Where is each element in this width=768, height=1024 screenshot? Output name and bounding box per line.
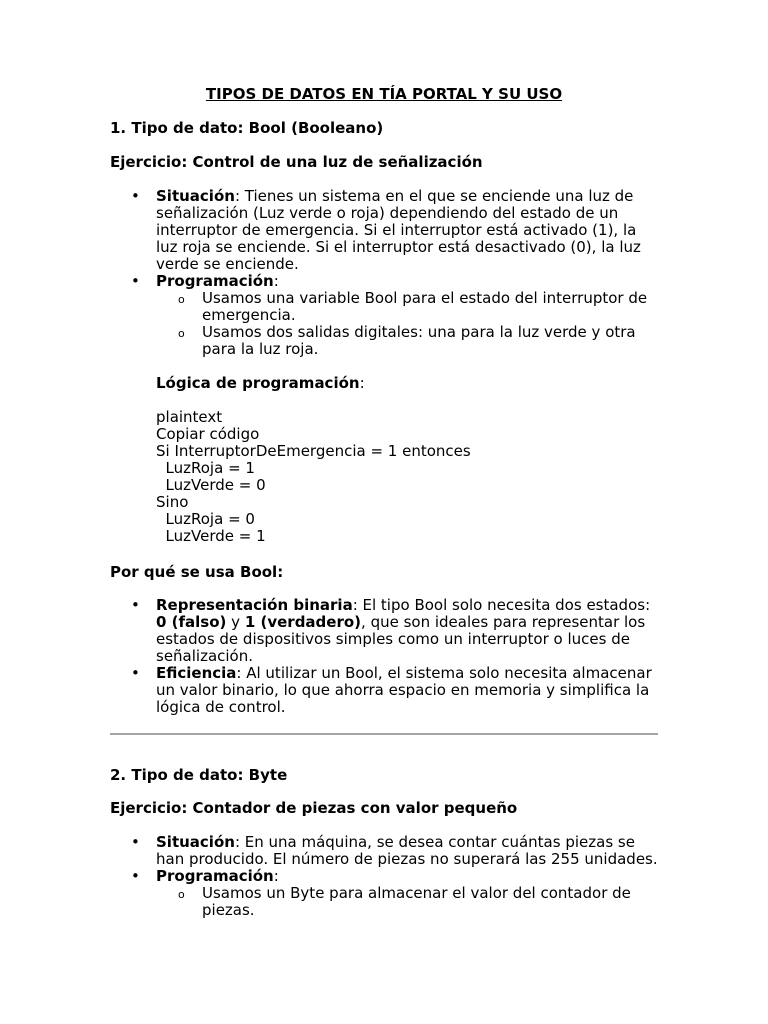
eficiencia-text: : Al utilizar un Bool, el sistema solo necesita almacenar un valor binario, lo que ahorra espacio en memoria y simplifica la lógica de control. — [156, 664, 652, 716]
section1-list — [110, 188, 658, 545]
situacion-text: : En una máquina, se desea contar cuántas piezas se han producido. El número de piezas no superará las 255 unidades. — [156, 833, 658, 868]
section1-exercise-heading: Ejercicio: Control de una luz de señalización — [110, 153, 483, 171]
code-line: LuzRoja = 1 — [156, 459, 255, 477]
bullet-icon: • — [131, 272, 140, 290]
list-item-representacion — [110, 597, 658, 665]
circle-bullet-icon: o — [178, 327, 185, 340]
list-item-situacion — [110, 834, 658, 868]
falso-value: 0 (falso) — [156, 613, 227, 631]
logica-heading — [156, 375, 658, 392]
eficiencia-label: Eficiencia — [156, 664, 237, 682]
section2-heading: 2. Tipo de dato: Byte — [110, 766, 288, 784]
section1-heading: 1. Tipo de dato: Bool (Booleano) — [110, 119, 384, 137]
sub-item-text: Usamos un Byte para almacenar el valor del contador de piezas. — [202, 884, 631, 919]
sub-list-item — [156, 290, 658, 324]
bullet-icon: • — [131, 664, 140, 682]
situacion-label: Situación — [156, 833, 235, 851]
sub-item-text: Usamos una variable Bool para el estado del interruptor de emergencia. — [202, 289, 648, 324]
programacion-sublist — [156, 290, 658, 358]
sub-list-item — [156, 885, 658, 919]
code-line: Sino — [156, 493, 189, 511]
programacion-label: Programación — [156, 867, 274, 885]
code-line: LuzVerde = 0 — [156, 476, 266, 494]
circle-bullet-icon: o — [178, 293, 185, 306]
section2-exercise-heading: Ejercicio: Contador de piezas con valor pequeño — [110, 799, 518, 817]
logica-label: Lógica de programación — [156, 374, 360, 392]
why-bool-list — [110, 597, 658, 716]
representacion-rest: , que son ideales para representar los estados de dispositivos simples como un interruptor o luces de señalización. — [156, 613, 646, 665]
bullet-icon: • — [131, 596, 140, 614]
code-line: Si InterruptorDeEmergencia = 1 entonces — [156, 442, 471, 460]
logica-colon: : — [359, 374, 365, 392]
list-item-programacion — [110, 868, 658, 919]
bullet-icon: • — [131, 867, 140, 885]
section2-list — [110, 834, 658, 919]
verdadero-value: 1 (verdadero) — [244, 613, 362, 631]
list-item-situacion — [110, 188, 658, 273]
code-block — [156, 409, 658, 545]
why-bool-heading: Por qué se usa Bool: — [110, 563, 284, 581]
programacion-label: Programación — [156, 272, 274, 290]
bullet-icon: • — [131, 833, 140, 851]
programacion-sublist — [156, 885, 658, 919]
bullet-icon: • — [131, 187, 140, 205]
code-line: LuzVerde = 1 — [156, 527, 266, 545]
sub-list-item — [156, 324, 658, 358]
document-title: TIPOS DE DATOS EN TÍA PORTAL Y SU USO — [205, 85, 563, 103]
programacion-colon: : — [273, 272, 279, 290]
horizontal-divider — [110, 733, 658, 735]
representacion-conj: y — [226, 613, 245, 631]
list-item-eficiencia — [110, 665, 658, 716]
sub-item-text: Usamos dos salidas digitales: una para la luz verde y otra para la luz roja. — [202, 323, 636, 358]
code-line: LuzRoja = 0 — [156, 510, 255, 528]
situacion-text: : Tienes un sistema en el que se enciende una luz de señalización (Luz verde o roja) dependiendo del estado de un interruptor de emergencia. Si el interruptor está activado (1), la luz roja se enciende. Si el interruptor está desactivado (0), la luz verde se enciende. — [156, 187, 641, 273]
situacion-label: Situación — [156, 187, 235, 205]
list-item-programacion — [110, 273, 658, 545]
programacion-colon: : — [273, 867, 279, 885]
code-language-label: plaintext — [156, 408, 223, 426]
representacion-text: : El tipo Bool solo necesita dos estados: — [352, 596, 651, 614]
copy-code-button[interactable]: Copiar código — [156, 425, 260, 443]
representacion-label: Representación binaria — [156, 596, 353, 614]
circle-bullet-icon: o — [178, 888, 185, 901]
